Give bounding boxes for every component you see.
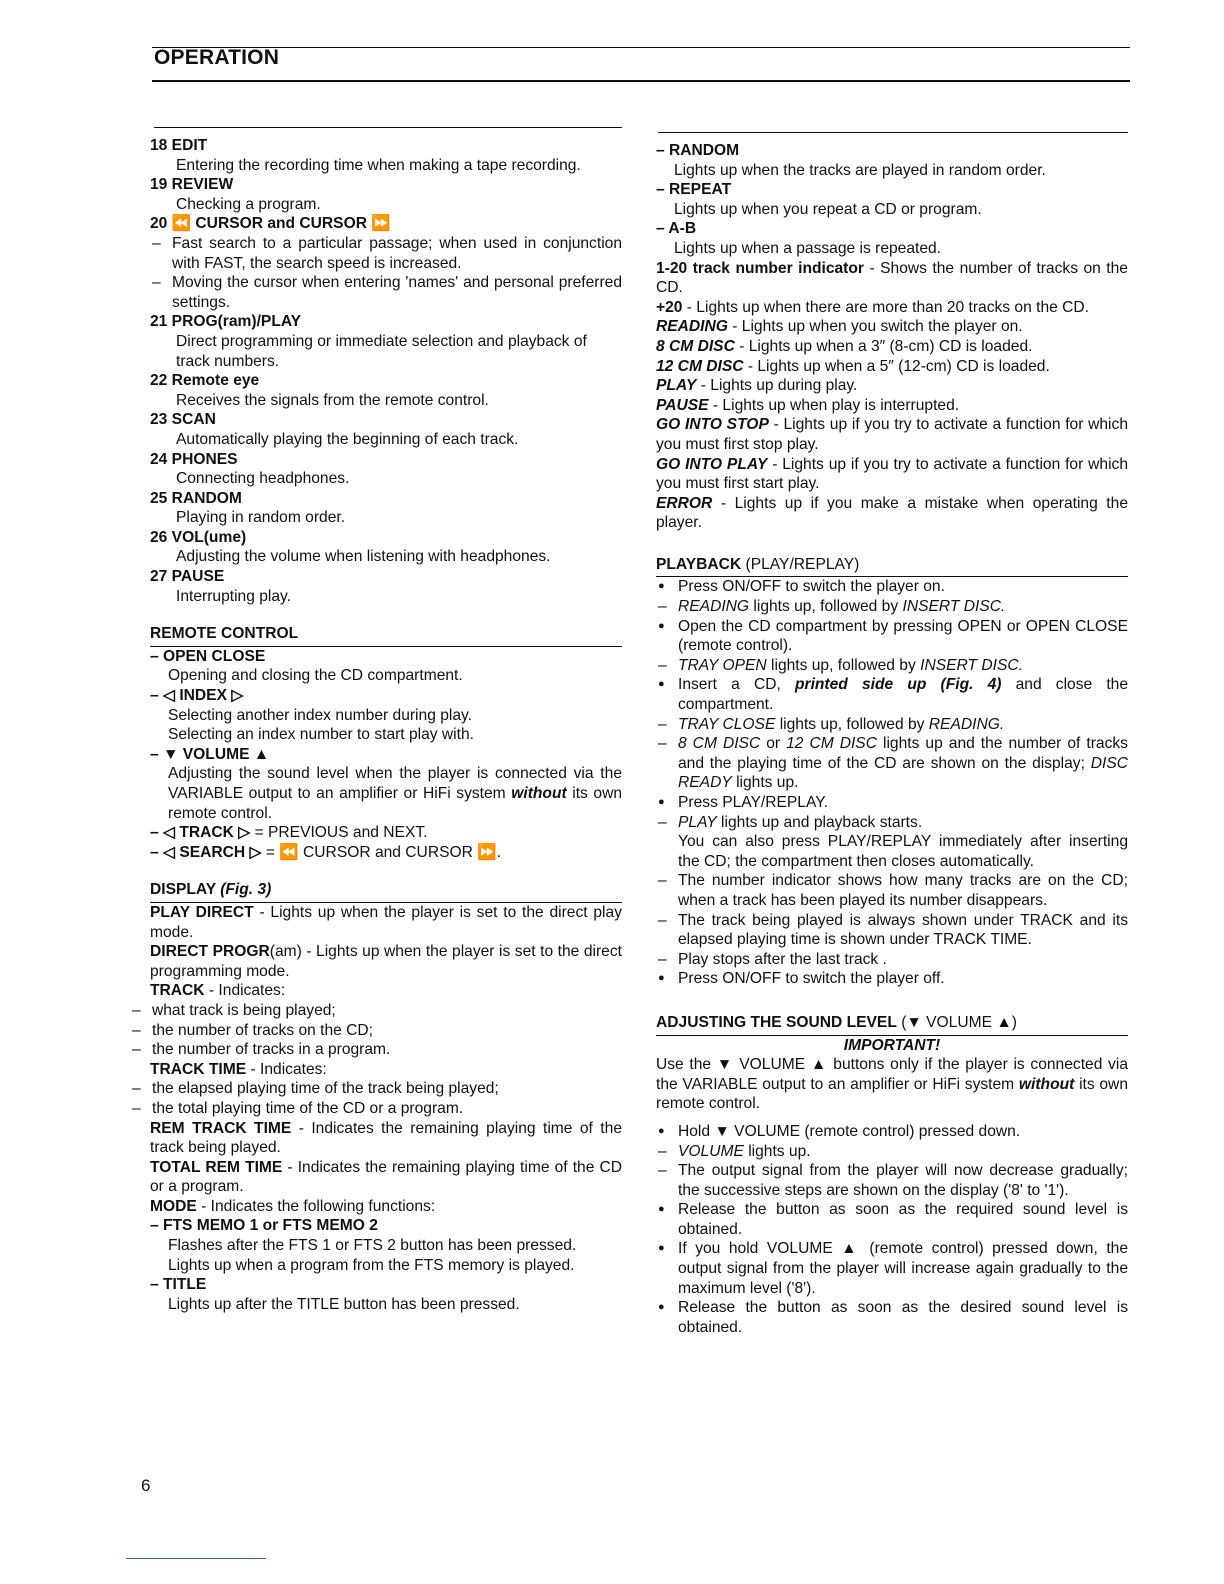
- entry-title: 25 RANDOM: [150, 489, 242, 507]
- remote-volume-title: – ▼ VOLUME ▲: [150, 745, 270, 763]
- remote-index-desc: Selecting an index number to start play with.: [168, 726, 474, 744]
- entry-desc: Adjusting the volume when listening with headphones.: [176, 548, 551, 566]
- list-item: – what track is being played;: [130, 1001, 622, 1021]
- playback-steps: [656, 577, 1128, 988]
- list-item: – Play stops after the last track .: [656, 950, 1128, 970]
- indicator-item: GO INTO STOP - Lights up if you try to activate a function for which you must first stop play.: [656, 416, 1128, 453]
- page-number: 6: [141, 1476, 151, 1495]
- entry-24: [150, 450, 622, 489]
- indicator-item: +20 - Lights up when there are more than 20 tracks on the CD.: [656, 298, 1089, 316]
- entry-desc: Receives the signals from the remote control.: [176, 391, 489, 409]
- list-item: You can also press PLAY/REPLAY immediately after inserting the CD; the compartment then closes automatically.: [678, 833, 1128, 870]
- section-heading: REMOTE CONTROL: [150, 624, 622, 647]
- entry-title: 21 PROG(ram)/PLAY: [150, 313, 302, 331]
- entry-desc: Playing in random order.: [176, 509, 346, 527]
- entry-22: [150, 371, 622, 410]
- list-item: – The track being played is always shown under TRACK and its elapsed playing time is shown under TRACK TIME.: [656, 911, 1128, 950]
- entry-19: [150, 175, 622, 214]
- list-item: – 8 CM DISC or 12 CM DISC lights up and the number of tracks and the playing time of the CD are shown on the display; DISC READY lights up.: [656, 734, 1128, 793]
- list-item: – TRAY OPEN lights up, followed by INSERT DISC.: [656, 656, 1128, 676]
- entry-26: [150, 528, 622, 567]
- entry-desc: Automatically playing the beginning of each track.: [176, 430, 519, 448]
- display-section: [150, 880, 622, 1314]
- list-item: ● Open the CD compartment by pressing OPEN or OPEN CLOSE (remote control).: [656, 617, 1128, 656]
- entry-title: 19 REVIEW: [150, 176, 234, 194]
- remote-index-desc: Selecting another index number during play.: [168, 706, 472, 724]
- list-item: ● Insert a CD, printed side up (Fig. 4) and close the compartment.: [656, 675, 1128, 714]
- adjust-sound-section: [656, 1013, 1128, 1338]
- entry-21: [150, 312, 622, 371]
- display-fts-desc: Lights up when a program from the FTS memory is played.: [168, 1256, 575, 1274]
- header-bottom-rule: [152, 80, 1130, 82]
- entry-dash-list: [150, 234, 622, 312]
- header-top-rule: [152, 47, 1130, 48]
- list-item: – TRAY CLOSE lights up, followed by READING.: [656, 715, 1128, 735]
- list-item: ● Press ON/OFF to switch the player off.: [656, 969, 1128, 989]
- mode-title: – REPEAT: [656, 181, 732, 199]
- display-item: MODE - Indicates the following functions:: [150, 1197, 436, 1215]
- entry-title: 26 VOL(ume): [150, 528, 247, 546]
- display-title-desc: Lights up after the TITLE button has been pressed.: [168, 1295, 520, 1313]
- list-item: – The number indicator shows how many tracks are on the CD; when a track has been played its number disappears.: [656, 871, 1128, 910]
- list-item: ● Press PLAY/REPLAY.: [656, 793, 1128, 813]
- list-item: – Fast search to a particular passage; when used in conjunction with FAST, the search speed is increased.: [150, 234, 622, 273]
- list-item: – READING lights up, followed by INSERT DISC.: [656, 597, 1128, 617]
- display-item: TRACK - Indicates:: [150, 982, 286, 1000]
- list-item: – The output signal from the player will now decrease gradually; the successive steps are shown on the display ('8' to '1').: [656, 1161, 1128, 1200]
- entry-desc: Connecting headphones.: [176, 470, 350, 488]
- entry-desc: Entering the recording time when making a tape recording.: [176, 156, 581, 174]
- indicator-item: 1-20 track number indicator - Shows the number of tracks on the CD.: [656, 259, 1128, 297]
- entry-18: [150, 136, 622, 175]
- list-item: – Moving the cursor when entering 'names' and personal preferred settings.: [150, 273, 622, 312]
- mode-desc: Lights up when a passage is repeated.: [674, 239, 942, 257]
- section-heading: DISPLAY (Fig. 3): [150, 880, 622, 903]
- entry-23: [150, 410, 622, 449]
- entry-title: 20 ⏪ CURSOR and CURSOR ⏩: [150, 215, 391, 233]
- list-item: – the total playing time of the CD or a program.: [130, 1099, 622, 1119]
- playback-section: [656, 555, 1128, 989]
- entry-20: [150, 214, 622, 312]
- entry-desc: Direct programming or immediate selection and playback of track numbers.: [176, 332, 587, 370]
- remote-open-close-title: – OPEN CLOSE: [150, 647, 266, 665]
- remote-track-line: – ◁ TRACK ▷ = PREVIOUS and NEXT.: [150, 824, 428, 842]
- display-track-list: [130, 1001, 622, 1060]
- section-heading: PLAYBACK (PLAY/REPLAY): [656, 555, 1128, 578]
- list-item: – VOLUME lights up.: [656, 1142, 1128, 1162]
- list-item: ● Hold ▼ VOLUME (remote control) pressed down.: [656, 1122, 1128, 1142]
- mode-list: [656, 141, 1128, 259]
- entry-title: 22 Remote eye: [150, 372, 260, 390]
- indicator-item: ERROR - Lights up if you make a mistake when operating the player.: [656, 494, 1128, 532]
- mode-title: – RANDOM: [656, 142, 740, 159]
- page-title: OPERATION: [154, 46, 280, 69]
- display-fts-title: – FTS MEMO 1 or FTS MEMO 2: [150, 1217, 378, 1235]
- list-item: – the number of tracks on the CD;: [130, 1021, 622, 1041]
- display-item: TOTAL REM TIME - Indicates the remaining playing time of the CD or a program.: [150, 1158, 622, 1196]
- display-track-time-list: [130, 1079, 622, 1118]
- entry-title: 18 EDIT: [150, 137, 208, 154]
- remote-volume-desc: Adjusting the sound level when the player is connected via the VARIABLE output to an amplifier or HiFi system without its own remote control.: [168, 765, 622, 822]
- mode-title: – A-B: [656, 220, 697, 238]
- remote-search-line: – ◁ SEARCH ▷ = ⏪ CURSOR and CURSOR ⏩.: [150, 843, 501, 861]
- important-label: IMPORTANT!: [843, 1036, 941, 1054]
- entry-desc: Interrupting play.: [176, 587, 291, 605]
- footer-rule: [126, 1558, 266, 1559]
- mode-desc: Lights up when you repeat a CD or program.: [674, 200, 982, 218]
- entry-desc: Checking a program.: [176, 195, 321, 213]
- section-heading: ADJUSTING THE SOUND LEVEL (▼ VOLUME ▲): [656, 1013, 1128, 1036]
- right-column-rule: [658, 132, 1128, 133]
- entry-title: 27 PAUSE: [150, 568, 225, 586]
- indicator-list: [656, 259, 1128, 533]
- list-item: – the number of tracks in a program.: [130, 1040, 622, 1060]
- list-item: – the elapsed playing time of the track being played;: [130, 1079, 622, 1099]
- left-column: [150, 136, 622, 1314]
- adjust-steps: [656, 1122, 1128, 1338]
- right-column: [656, 141, 1128, 1337]
- display-item: DIRECT PROGR(am) - Lights up when the player is set to the direct programming mode.: [150, 943, 622, 980]
- entry-27: [150, 567, 622, 606]
- indicator-item: PLAY - Lights up during play.: [656, 377, 858, 395]
- list-item: ● Release the button as soon as the desired sound level is obtained.: [656, 1298, 1128, 1337]
- mode-desc: Lights up when the tracks are played in random order.: [674, 161, 1046, 179]
- left-column-rule: [154, 127, 622, 128]
- remote-open-close-desc: Opening and closing the CD compartment.: [168, 667, 463, 685]
- entry-25: [150, 489, 622, 528]
- entry-title: 24 PHONES: [150, 450, 238, 468]
- list-item: ● If you hold VOLUME ▲ (remote control) pressed down, the output signal from the player will increase again gradually to the maximum level ('8').: [656, 1239, 1128, 1298]
- indicator-item: GO INTO PLAY - Lights up if you try to activate a function for which you must first start play.: [656, 455, 1129, 493]
- adjust-intro: Use the ▼ VOLUME ▲ buttons only if the player is connected via the VARIABLE output to an amplifier or HiFi system without its own remote control.: [656, 1056, 1128, 1113]
- entry-title: 23 SCAN: [150, 411, 216, 429]
- display-item: PLAY DIRECT - Lights up when the player is set to the direct play mode.: [150, 903, 622, 941]
- remote-control-section: [150, 624, 622, 862]
- indicator-item: PAUSE - Lights up when play is interrupted.: [656, 396, 960, 414]
- remote-index-title: – ◁ INDEX ▷: [150, 687, 244, 705]
- list-item: ● Press ON/OFF to switch the player on.: [656, 577, 1128, 597]
- list-item: – PLAY lights up and playback starts.: [656, 813, 1128, 833]
- indicator-item: 12 CM DISC - Lights up when a 5″ (12-cm) CD is loaded.: [656, 357, 1050, 375]
- display-fts-desc: Flashes after the FTS 1 or FTS 2 button has been pressed.: [168, 1237, 577, 1255]
- display-title-title: – TITLE: [150, 1276, 207, 1294]
- indicator-item: 8 CM DISC - Lights up when a 3″ (8-cm) CD is loaded.: [656, 337, 1033, 355]
- indicator-item: READING - Lights up when you switch the player on.: [656, 318, 1023, 336]
- display-item: REM TRACK TIME - Indicates the remaining playing time of the track being played.: [150, 1119, 622, 1157]
- display-item: TRACK TIME - Indicates:: [150, 1060, 327, 1078]
- list-item: ● Release the button as soon as the required sound level is obtained.: [656, 1200, 1128, 1239]
